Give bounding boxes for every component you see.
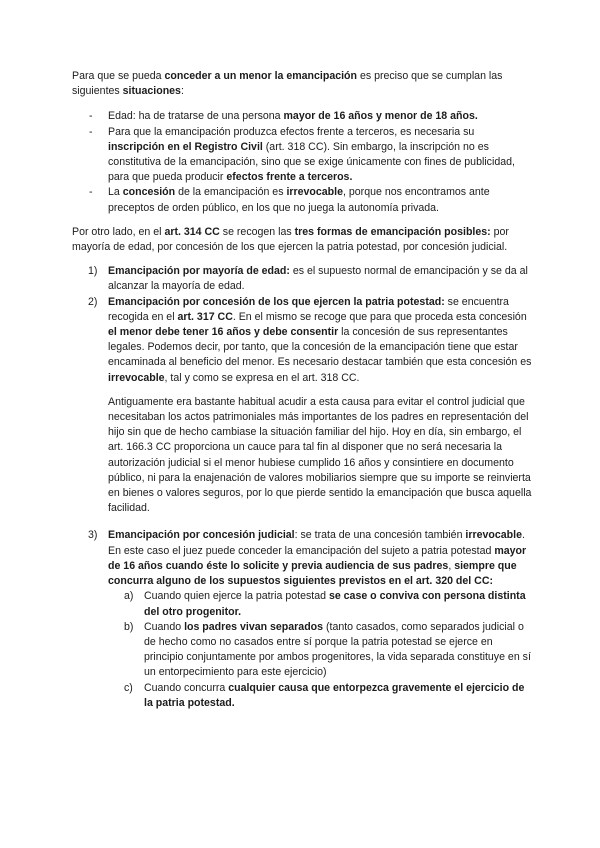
form-heading: Emancipación por concesión judicial bbox=[108, 529, 295, 542]
forms-intro-text: Por otro lado, en el bbox=[72, 225, 165, 238]
case-text: (tanto casados, como separados judicial o de hecho como no casados entre sí porque la patria potestad se ejerce en principio conjuntamente por ambos progenitores, la vida separada constituye en sí un entorpecimiento para este ejercicio) bbox=[144, 620, 531, 679]
list-number: 1) bbox=[88, 265, 98, 278]
list-letter: b) bbox=[124, 620, 134, 633]
form-item-majority bbox=[72, 264, 532, 294]
forms-intro-bold: art. 314 CC bbox=[164, 225, 220, 238]
intro-paragraph bbox=[72, 69, 532, 99]
list-letter: a) bbox=[124, 590, 134, 603]
condition-item bbox=[72, 125, 532, 186]
form-text: : se trata de una concesión también bbox=[294, 529, 466, 542]
conditions-list bbox=[72, 109, 532, 215]
form-text: . En el mismo se recoge que para que proceda esta concesión bbox=[232, 310, 527, 323]
form-text: la concesión de sus representantes legales. Podemos decir, por tanto, que la concesión de la emancipación tiene que estar encaminada al beneficio del menor. Es necesario destacar también que esta concesión es bbox=[108, 326, 532, 369]
condition-text: La bbox=[108, 186, 123, 199]
form-text: es el supuesto normal de emancipación y se da al alcanzar la mayoría de edad. bbox=[108, 265, 528, 293]
document-page bbox=[72, 69, 532, 711]
form-bold: art. 317 CC bbox=[177, 310, 233, 323]
case-bold: los padres vivan separados bbox=[184, 620, 324, 633]
form-bold: siempre que concurra alguno de los supuestos siguientes previstos en el art. 320 del CC: bbox=[108, 559, 517, 588]
intro-text: es preciso que se cumplan las siguientes bbox=[72, 70, 503, 98]
condition-text: de la emancipación es bbox=[175, 186, 287, 199]
parental-paragraph-2: Antiguamente era bastante habitual acudir a esta causa para evitar el control judicial que necesitaban los actos patrimoniales más importantes de los padres en representación del hijo sin que de hecho cambiase la situación familiar del hijo. Hoy en día, sin embargo, el art. 166.3 CC proporciona un cauce para tal fin al disponer que no será necesaria la autorización judicial si el menor hubiese cumplido 16 años y consintiere en documento público, ni para la enajenación de valores mobiliarios siempre que su importe se reinvierta en bienes o valores seguros, por lo que pierde sentido la emancipación que busca aquella facilidad. bbox=[108, 395, 532, 515]
condition-item bbox=[72, 185, 532, 215]
form-text: se encuentra recogida en el bbox=[108, 295, 509, 323]
form-text: , bbox=[448, 559, 455, 572]
case-item bbox=[108, 681, 532, 711]
form-item-parental bbox=[72, 295, 532, 529]
case-item bbox=[108, 589, 532, 619]
case-text: Cuando bbox=[144, 620, 185, 633]
condition-bold: concesión bbox=[122, 186, 176, 199]
condition-text: Para que la emancipación produzca efectos frente a terceros, es necesaria su bbox=[108, 125, 475, 138]
form-item-judicial bbox=[72, 528, 532, 710]
case-text: Cuando quien ejerce la patria potestad bbox=[144, 590, 329, 603]
condition-item bbox=[72, 109, 532, 124]
form-bold: mayor de 16 años cuando éste lo solicite y previa audiencia de sus padres bbox=[108, 544, 527, 572]
form-heading: Emancipación por mayoría de edad: bbox=[108, 265, 290, 278]
intro-text: : bbox=[180, 85, 184, 98]
form-text: , tal y como se expresa en el art. 318 CC. bbox=[164, 371, 360, 384]
form-heading: Emancipación por concesión de los que ejercen la patria potestad: bbox=[108, 295, 445, 308]
form-bold: el menor debe tener 16 años y debe consentir bbox=[108, 326, 339, 339]
case-bold: se case o conviva con persona distinta del otro progenitor. bbox=[144, 590, 526, 618]
judicial-cases-list bbox=[108, 589, 532, 711]
form-text: . En este caso el juez puede conceder la emancipación del sujeto a patria potestad bbox=[108, 529, 525, 557]
list-letter: c) bbox=[124, 681, 133, 694]
list-number: 2) bbox=[88, 295, 98, 308]
form-bold: irrevocable bbox=[108, 371, 165, 384]
case-bold: cualquier causa que entorpezca gravemente el ejercicio de la patria potestad. bbox=[144, 681, 525, 709]
parental-paragraph-1 bbox=[108, 295, 532, 386]
condition-bold: irrevocable bbox=[286, 186, 343, 199]
condition-bold: mayor de 16 años y menor de 18 años. bbox=[283, 110, 478, 123]
list-number: 3) bbox=[88, 529, 98, 542]
judicial-paragraph bbox=[108, 528, 532, 589]
forms-list bbox=[72, 264, 532, 711]
intro-bold: conceder a un menor la emancipación bbox=[164, 70, 357, 82]
form-bold: irrevocable bbox=[465, 529, 522, 542]
forms-intro-bold: tres formas de emancipación posibles: bbox=[294, 225, 491, 238]
condition-text: , porque nos encontramos ante preceptos de orden público, en los que no juega la autonomía privada. bbox=[108, 186, 490, 214]
intro-bold: situaciones bbox=[122, 85, 181, 98]
case-text: Cuando concurra bbox=[144, 681, 229, 694]
condition-bold: inscripción en el Registro Civil bbox=[108, 140, 263, 153]
condition-bold: efectos frente a terceros. bbox=[226, 171, 353, 184]
forms-intro-text: se recogen las bbox=[219, 225, 295, 238]
condition-text: (art. 318 CC). Sin embargo, la inscripción no es constitutiva de la emancipación, sino que se exige únicamente con fines de publicidad, para que pueda producir bbox=[108, 140, 515, 184]
condition-text: Edad: ha de tratarse de una persona bbox=[108, 110, 284, 123]
forms-intro-text: por mayoría de edad, por concesión de los que ejercen la patria potestad, por concesión judicial. bbox=[72, 225, 509, 254]
forms-intro-paragraph bbox=[72, 225, 532, 255]
case-item bbox=[108, 620, 532, 681]
intro-text: Para que se pueda bbox=[72, 70, 165, 82]
